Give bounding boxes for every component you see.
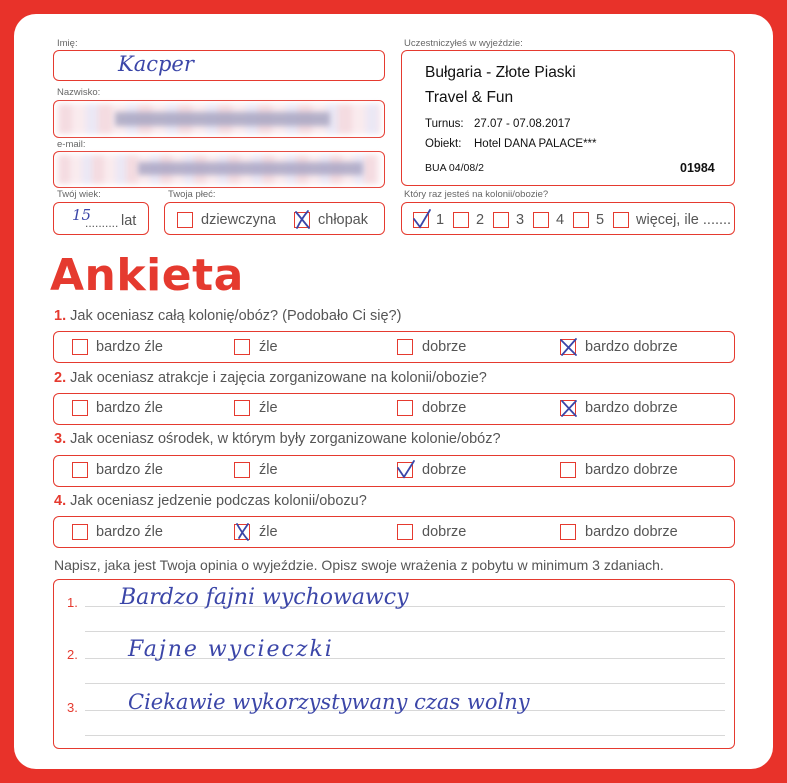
- wiek-label: Twój wiek:: [57, 189, 101, 200]
- checkbox-raz-1[interactable]: [413, 212, 429, 228]
- wiek-value: 15: [72, 206, 92, 224]
- q4-option-dobrze: dobrze: [422, 524, 467, 540]
- obiekt-value: Hotel DANA PALACE***: [474, 138, 597, 150]
- checkbox-chlopak[interactable]: [294, 212, 310, 228]
- checkbox-raz-3[interactable]: [493, 212, 509, 228]
- turnus-label: Turnus:: [425, 118, 464, 130]
- question-3-text: Jak oceniasz ośrodek, w którym były zorganizowane kolonie/obóz?: [70, 431, 501, 447]
- q3-option-bardzo-dobrze: bardzo dobrze: [585, 462, 678, 478]
- q3-option-bardzo-zle: bardzo źle: [96, 462, 163, 478]
- raz-option-2: 2: [476, 212, 485, 228]
- q2-option-bardzo-dobrze: bardzo dobrze: [585, 400, 678, 416]
- raz-option-4: 4: [556, 212, 565, 228]
- opinion-line-1-text: Bardzo fajni wychowawcy: [120, 585, 409, 610]
- q1-option-bardzo-dobrze: bardzo dobrze: [585, 339, 678, 355]
- nazwisko-label: Nazwisko:: [57, 87, 101, 98]
- q4-option-zle: źle: [259, 524, 278, 540]
- turnus-value: 27.07 - 07.08.2017: [474, 118, 571, 130]
- q1-option-dobrze: dobrze: [422, 339, 467, 355]
- opinion-prompt: Napisz, jaka jest Twoja opinia o wyjeździe. Opisz swoje wrażenia z pobytu w minimum 3 zdaniach.: [54, 557, 664, 573]
- q4-checkbox-dobrze[interactable]: [397, 524, 413, 540]
- q3-checkbox-bardzo-dobrze[interactable]: [560, 462, 576, 478]
- plec-option-dziewczyna: dziewczyna: [201, 212, 276, 228]
- plec-option-chlopak: chłopak: [318, 212, 368, 228]
- q2-checkbox-zle[interactable]: [234, 400, 250, 416]
- email-redacted-ink: [138, 162, 363, 175]
- q2-checkbox-dobrze[interactable]: [397, 400, 413, 416]
- check-mark-icon: [412, 209, 432, 231]
- q2-option-bardzo-zle: bardzo źle: [96, 400, 163, 416]
- cross-mark-icon: [293, 209, 313, 231]
- raz-option-1: 1: [436, 212, 445, 228]
- trip-code: BUA 04/08/2: [425, 162, 484, 174]
- q1-checkbox-dobrze[interactable]: [397, 339, 413, 355]
- q4-option-bardzo-dobrze: bardzo dobrze: [585, 524, 678, 540]
- q3-checkbox-bardzo-zle[interactable]: [72, 462, 88, 478]
- checkbox-raz-2[interactable]: [453, 212, 469, 228]
- q4-checkbox-bardzo-zle[interactable]: [72, 524, 88, 540]
- q1-checkbox-zle[interactable]: [234, 339, 250, 355]
- opinion-guide-line: [85, 631, 725, 632]
- question-4-number: 4.: [54, 493, 67, 509]
- wiek-unit: lat: [121, 213, 137, 229]
- q1-checkbox-bardzo-dobrze[interactable]: [560, 339, 576, 355]
- imie-label: Imię:: [57, 38, 78, 49]
- checkbox-raz-wiecej[interactable]: [613, 212, 629, 228]
- opinion-line-1-number: 1.: [67, 595, 78, 610]
- question-4: [54, 493, 367, 509]
- obiekt-label: Obiekt:: [425, 138, 462, 150]
- checkbox-dziewczyna[interactable]: [177, 212, 193, 228]
- cross-mark-icon: [233, 521, 253, 543]
- opinion-line-3-text: Ciekawie wykorzystywany czas wolny: [128, 690, 530, 714]
- question-2: [54, 370, 487, 386]
- q1-option-zle: źle: [259, 339, 278, 355]
- question-1-number: 1.: [54, 308, 67, 324]
- raz-option-wiecej: więcej, ile .......: [636, 212, 732, 228]
- q2-checkbox-bardzo-dobrze[interactable]: [560, 400, 576, 416]
- ktory-raz-label: Który raz jesteś na kolonii/obozie?: [404, 189, 549, 200]
- imie-value: Kacper: [118, 52, 194, 76]
- email-label: e-mail:: [57, 139, 86, 150]
- raz-option-5: 5: [596, 212, 605, 228]
- imie-field[interactable]: [53, 50, 385, 81]
- q1-checkbox-bardzo-zle[interactable]: [72, 339, 88, 355]
- check-mark-icon: [396, 459, 416, 481]
- question-3-number: 3.: [54, 431, 67, 447]
- question-1: [54, 308, 401, 324]
- raz-option-3: 3: [516, 212, 525, 228]
- q2-checkbox-bardzo-zle[interactable]: [72, 400, 88, 416]
- trip-number: 01984: [680, 161, 715, 175]
- question-2-text: Jak oceniasz atrakcje i zajęcia zorganizowane na kolonii/obozie?: [70, 370, 487, 386]
- q2-option-zle: źle: [259, 400, 278, 416]
- uczestnik-label: Uczestniczyłeś w wyjeździe:: [404, 38, 523, 49]
- opinion-line-2-text: Fajne wycieczki: [128, 637, 334, 662]
- q4-option-bardzo-zle: bardzo źle: [96, 524, 163, 540]
- wiek-dots: ..........: [85, 216, 119, 230]
- checkbox-raz-4[interactable]: [533, 212, 549, 228]
- q3-option-dobrze: dobrze: [422, 462, 467, 478]
- opinion-guide-line: [85, 735, 725, 736]
- q3-option-zle: źle: [259, 462, 278, 478]
- q2-option-dobrze: dobrze: [422, 400, 467, 416]
- opinion-line-3-number: 3.: [67, 700, 78, 715]
- survey-title: Ankieta: [50, 250, 244, 301]
- trip-organizer: Travel & Fun: [425, 89, 514, 106]
- q4-checkbox-zle[interactable]: [234, 524, 250, 540]
- opinion-guide-line: [85, 683, 725, 684]
- cross-mark-icon: [559, 397, 579, 419]
- nazwisko-redacted-ink: [115, 112, 330, 126]
- opinion-line-2-number: 2.: [67, 647, 78, 662]
- q3-checkbox-dobrze[interactable]: [397, 462, 413, 478]
- cross-mark-icon: [559, 336, 579, 358]
- trip-destination: Bułgaria - Złote Piaski: [425, 64, 576, 81]
- question-3: [54, 431, 501, 447]
- q3-checkbox-zle[interactable]: [234, 462, 250, 478]
- q1-option-bardzo-zle: bardzo źle: [96, 339, 163, 355]
- q4-checkbox-bardzo-dobrze[interactable]: [560, 524, 576, 540]
- checkbox-raz-5[interactable]: [573, 212, 589, 228]
- question-1-text: Jak oceniasz całą kolonię/obóz? (Podobało Ci się?): [70, 308, 402, 324]
- question-2-number: 2.: [54, 370, 67, 386]
- plec-label: Twoja płeć:: [168, 189, 216, 200]
- question-4-text: Jak oceniasz jedzenie podczas kolonii/obozu?: [70, 493, 367, 509]
